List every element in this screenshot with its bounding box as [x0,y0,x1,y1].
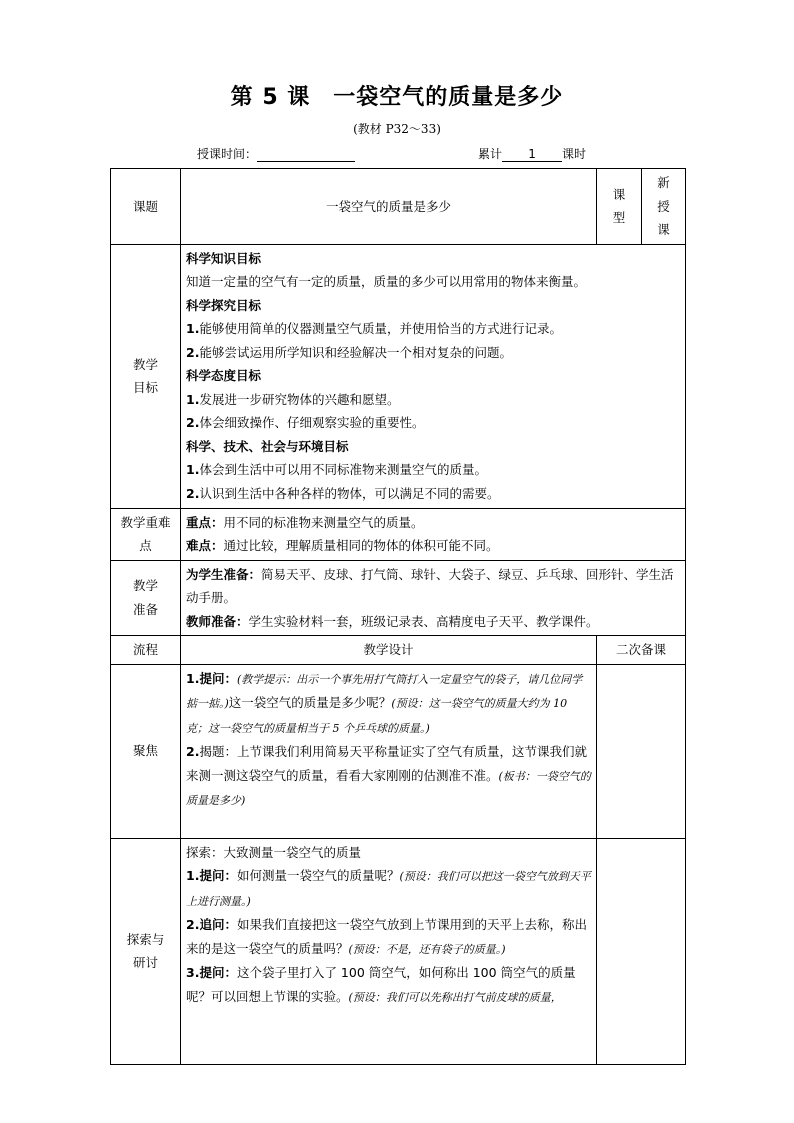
time-blank[interactable] [257,149,355,162]
goal-heading: 科学知识目标 [186,250,262,266]
explore-content [181,838,597,1064]
focus-content [181,664,597,838]
item-number: 1. [186,321,200,336]
keys-label: 教学重难点 [111,508,181,560]
cumulative [478,145,586,162]
row-goals [111,244,686,508]
keys-content [181,508,686,560]
item-text: 认识到生活中各种各样的物体，可以满足不同的需要。 [199,485,500,501]
goals-content [181,244,686,508]
question-label: 3.提问： [186,965,237,980]
question-label: 1.提问： [186,670,237,686]
student-prep-label: 为学生准备： [186,566,262,582]
goals-label: 教学目标 [111,244,181,508]
explore-backup[interactable] [597,838,686,1064]
cumulative-label: 累计 [478,147,503,161]
reveal-label: 揭题： [199,744,237,759]
textbook-pages: (教材 P32～33) [353,122,441,136]
item-text: 体会到生活中可以用不同标准物来测量空气的质量。 [199,462,487,477]
explore-question [186,913,591,961]
backup-header: 二次备课 [597,636,686,665]
row-prep [111,560,686,636]
expected-answer: (预设：不是，还有袋子的质量。) [348,942,506,956]
focus-topic-reveal [186,740,591,813]
item-number: 2. [186,485,200,501]
teaching-tip: (教学提示：出示一个事先用打气筒打入一定量空气的袋子，请几位同学掂一掂。) [186,672,583,710]
focus-backup[interactable] [597,664,686,838]
row-keys [111,508,686,560]
question-text: 这一袋空气的质量是多少呢？ [228,695,392,710]
row-topic [111,169,686,245]
type-value: 新授课 [642,169,686,245]
key-point-label: 重点： [186,514,224,530]
focus-question [186,667,591,741]
key-point-text: 用不同的标准物来测量空气的质量。 [223,514,424,530]
time-label: 授课时间： [197,147,258,161]
item-number: 1. [186,462,200,477]
question-label: 1.提问： [186,868,237,883]
lesson-plan-table [110,168,686,1065]
goal-item [186,482,680,506]
teacher-prep-label: 教师准备： [186,613,249,629]
goal-item [186,411,680,435]
student-prep-text: 简易天平、皮球、打气筒、球针、大袋子、绿豆、乒乓球、回形针、学生活动手册。 [186,566,674,605]
item-number: 2. [186,344,200,360]
goal-item [186,458,680,482]
item-number: 2. [186,415,200,430]
difficult-point-text: 通过比较，理解质量相同的物体的体积可能不同。 [223,538,499,553]
item-text: 能够尝试运用所学知识和经验解决一个相对复杂的问题。 [199,344,512,360]
flow-label: 流程 [111,636,181,665]
prep-content [181,560,686,636]
row-flow-header [111,636,686,665]
teacher-prep [186,610,680,634]
explore-label: 探索与研讨 [111,838,181,1064]
difficult-point [186,534,680,558]
goal-item [186,341,680,365]
key-point [186,511,680,535]
board-note: (板书：一袋空气的质量是多少) [186,769,591,807]
item-text: 体会细致操作、仔细观察实验的重要性。 [199,415,425,430]
explore-question [186,961,591,1009]
topic-value: 一袋空气的质量是多少 [181,169,597,245]
expected-answer: (预设：这一袋空气的质量大约为 10 克；这一袋空气的质量相当于 5 个乒乓球的质量。) [186,697,568,735]
difficult-point-label: 难点： [186,538,224,553]
explore-intro: 探索：大致测量一袋空气的质量 [186,844,362,860]
expected-answer: (预设：我们可以把这一袋空气放到天平上进行测量。) [186,870,591,908]
focus-label: 聚焦 [111,664,181,838]
page-title: 第 5 课 一袋空气的质量是多少 [230,85,564,110]
type-label: 课型 [597,169,642,245]
question-label: 2.追问： [186,917,237,932]
expected-answer: (预设：我们可以先称出打气前皮球的质量， [348,990,562,1004]
cumulative-value[interactable]: 1 [502,147,562,162]
student-prep [186,563,680,610]
design-header: 教学设计 [181,636,597,665]
teacher-prep-text: 学生实验材料一套，班级记录表、高精度电子天平、教学课件。 [248,613,599,629]
explore-question [186,864,591,913]
goal-text: 知道一定量的空气有一定的质量，质量的多少可以用常用的物体来衡量。 [186,274,587,289]
goal-item [186,388,680,412]
question-text: 这个袋子里打入了 100 筒空气，如何称出 100 筒空气的质量呢？可以回想上节课的实验。 [186,965,576,1004]
prep-label: 教学准备 [111,560,181,636]
item-text: 发展进一步研究物体的兴趣和愿望。 [199,391,400,407]
reveal-number: 2. [186,744,200,759]
goal-item [186,317,680,341]
question-text: 如何测量一袋空气的质量呢？ [236,868,400,883]
lesson-time [197,145,355,162]
cumulative-unit: 课时 [562,147,587,161]
topic-label: 课题 [111,169,181,245]
goal-heading: 科学探究目标 [186,297,262,313]
reveal-text: 上节课我们利用简易天平称量证实了空气有质量，这节课我们就来测一测这袋空气的质量，看看大家刚刚的估测准不准。 [186,744,587,783]
item-text: 能够使用简单的仪器测量空气质量，并使用恰当的方式进行记录。 [199,321,562,336]
row-explore [111,838,686,1064]
goal-heading: 科学、技术、社会与环境目标 [186,438,349,454]
question-text: 如果我们直接把这一袋空气放到上节课用到的天平上去称，称出来的是这一袋空气的质量吗？ [186,917,587,956]
goal-heading: 科学态度目标 [186,368,262,383]
row-focus [111,664,686,838]
item-number: 1. [186,391,200,407]
